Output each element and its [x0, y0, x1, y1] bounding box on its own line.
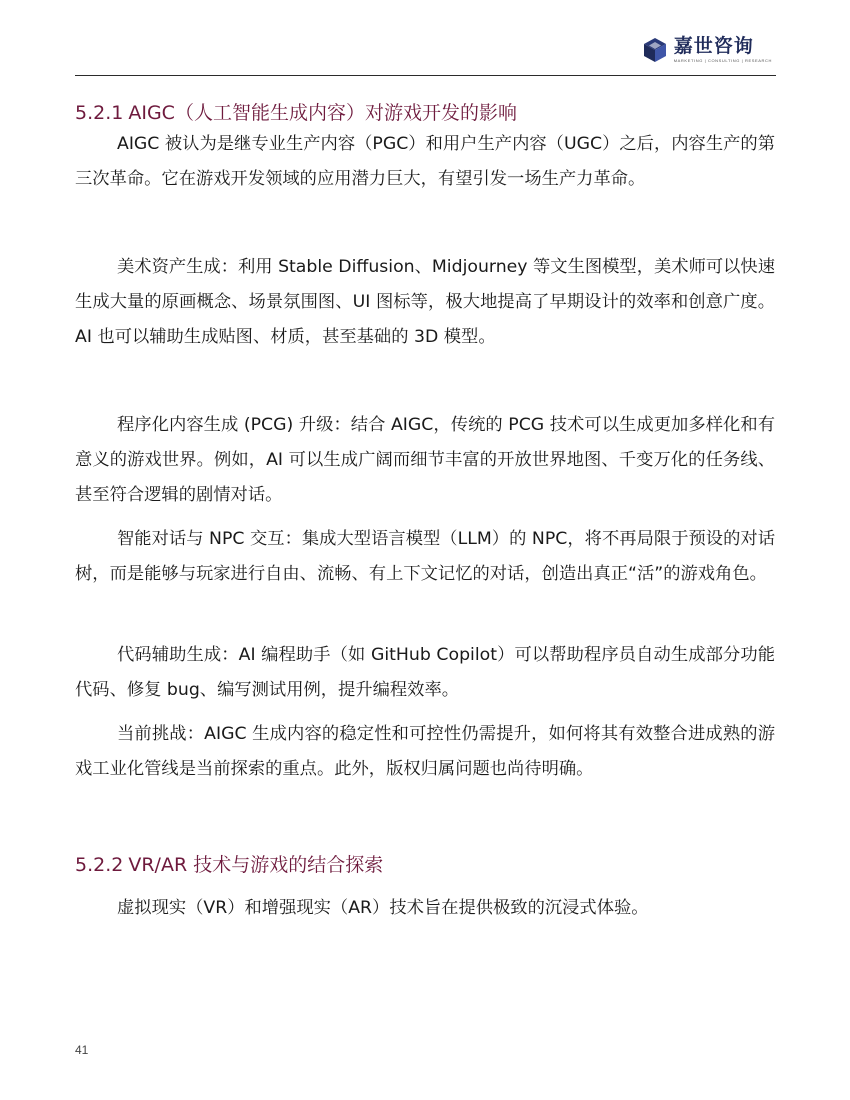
- section-title: AIGC（人工智能生成内容）对游戏开发的影响: [128, 102, 517, 124]
- header-divider: [75, 75, 776, 76]
- section-heading-5-2-1: [75, 101, 517, 125]
- paragraph: 虚拟现实（VR）和增强现实（AR）技术旨在提供极致的沉浸式体验。: [117, 898, 649, 918]
- section-number: 5.2.2: [75, 854, 124, 876]
- section-number: 5.2.1: [75, 102, 124, 124]
- page-number: 41: [75, 1043, 89, 1057]
- logo-tagline: MARKETING | CONSULTING | RESEARCH: [673, 58, 772, 63]
- paragraph: 美术资产生成：利用 Stable Diffusion、Midjourney 等文生图模型，美术师可以快速生成大量的原画概念、场景氛围图、UI 图标等，极大地提高了早期设计的效率和创意广度。AI 也可以辅助生成贴图、材质，甚至基础的 3D 模型。: [75, 257, 775, 347]
- section-heading-5-2-2: [75, 853, 383, 877]
- page-header: [0, 0, 850, 80]
- cube-logo-icon: [642, 37, 668, 63]
- section-title: VR/AR 技术与游戏的结合探索: [128, 854, 384, 876]
- paragraph: 当前挑战：AIGC 生成内容的稳定性和可控性仍需提升，如何将其有效整合进成熟的游戏工业化管线是当前探索的重点。此外，版权归属问题也尚待明确。: [75, 724, 775, 779]
- paragraph: 代码辅助生成：AI 编程助手（如 GitHub Copilot）可以帮助程序员自动生成部分功能代码、修复 bug、编写测试用例，提升编程效率。: [75, 645, 775, 700]
- paragraph: 智能对话与 NPC 交互：集成大型语言模型（LLM）的 NPC，将不再局限于预设的对话树，而是能够与玩家进行自由、流畅、有上下文记忆的对话，创造出真正“活”的游戏角色。: [75, 529, 775, 584]
- paragraph: 程序化内容生成 (PCG) 升级：结合 AIGC，传统的 PCG 技术可以生成更加多样化和有意义的游戏世界。例如，AI 可以生成广阔而细节丰富的开放世界地图、千变万化的任务线、甚至符合逻辑的剧情对话。: [75, 415, 775, 505]
- brand-logo: [642, 36, 772, 63]
- logo-name: 嘉世咨询: [673, 35, 754, 57]
- paragraph: AIGC 被认为是继专业生产内容（PGC）和用户生产内容（UGC）之后，内容生产的第三次革命。它在游戏开发领域的应用潜力巨大，有望引发一场生产力革命。: [75, 134, 775, 189]
